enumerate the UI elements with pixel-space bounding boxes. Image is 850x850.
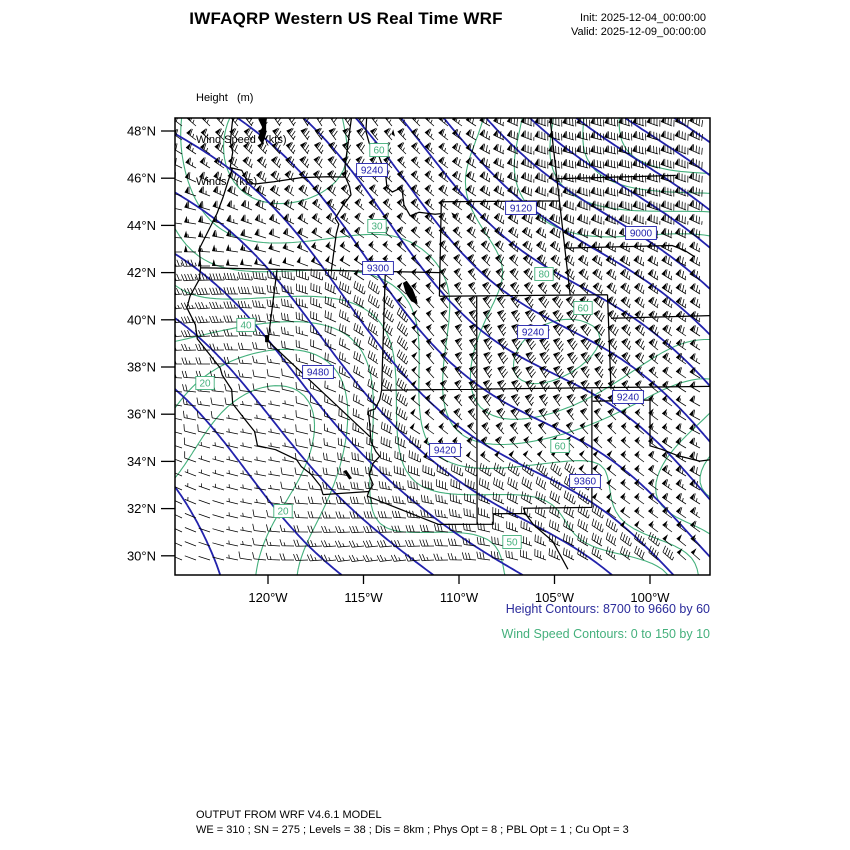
valid-time: Valid: 2025-12-09_00:00:00	[571, 26, 706, 38]
lat-tick-label: 48°N	[126, 123, 156, 139]
footer-model-line: OUTPUT FROM WRF V4.6.1 MODEL	[196, 809, 382, 821]
footer-config-line: WE = 310 ; SN = 275 ; Levels = 38 ; Dis = 8km ; Phys Opt = 8 ; PBL Opt = 1 ; Cu Opt = 3	[196, 824, 629, 836]
height-contour-label: 9240	[521, 327, 545, 339]
height-contour-label: 9240	[616, 392, 640, 404]
height-contour-label: 9480	[306, 367, 330, 379]
legend-winds: Winds (kts)	[196, 176, 258, 188]
lat-tick-label: 30°N	[126, 548, 156, 564]
model-footer	[196, 808, 629, 838]
lon-tick-label: 110°W	[439, 590, 479, 605]
height-contour-label: 9420	[433, 445, 457, 457]
lon-tick-label: 100°W	[630, 590, 670, 605]
init-time: Init: 2025-12-04_00:00:00	[580, 12, 706, 24]
lat-tick-label: 44°N	[126, 217, 156, 233]
wind-contour-label: 60	[554, 441, 566, 453]
lat-tick-label: 46°N	[126, 170, 156, 186]
lon-tick-label: 120°W	[248, 590, 288, 605]
height-contour-label: 9000	[629, 228, 653, 240]
wind-contour-label: 60	[373, 145, 385, 157]
lon-tick-label: 115°W	[344, 590, 383, 605]
map-interior	[167, 113, 711, 575]
height-contour-label: 9120	[509, 203, 533, 215]
legend-height: Height (m)	[196, 92, 254, 104]
wind-contour-label: 60	[577, 303, 589, 315]
lat-tick-label: 34°N	[126, 453, 156, 469]
lat-tick-label: 36°N	[126, 406, 156, 422]
page-title: IWFAQRP Western US Real Time WRF	[189, 9, 503, 28]
wind-contour-caption: Wind Speed Contours: 0 to 150 by 10	[501, 627, 710, 641]
legend-wind-speed: Wind Speed (kts)	[196, 134, 287, 146]
wind-contour-label: 40	[240, 320, 252, 332]
wind-contour-label: 80	[538, 269, 550, 281]
wind-contour-label: 20	[277, 506, 289, 518]
wind-contour-label: 30	[371, 221, 383, 233]
height-contour-caption: Height Contours: 8700 to 9660 by 60	[505, 602, 710, 616]
lon-tick-label: 105°W	[534, 590, 575, 605]
wind-contour-label: 50	[506, 537, 518, 549]
wind-contour-label: 20	[199, 378, 211, 390]
lat-tick-label: 32°N	[126, 501, 156, 517]
lat-tick-label: 38°N	[126, 359, 156, 375]
height-contour-label: 9240	[360, 165, 384, 177]
height-contour-label: 9300	[366, 263, 390, 275]
height-contour-label: 9360	[573, 476, 597, 488]
lat-tick-label: 42°N	[126, 265, 156, 281]
lat-tick-label: 40°N	[126, 312, 156, 328]
